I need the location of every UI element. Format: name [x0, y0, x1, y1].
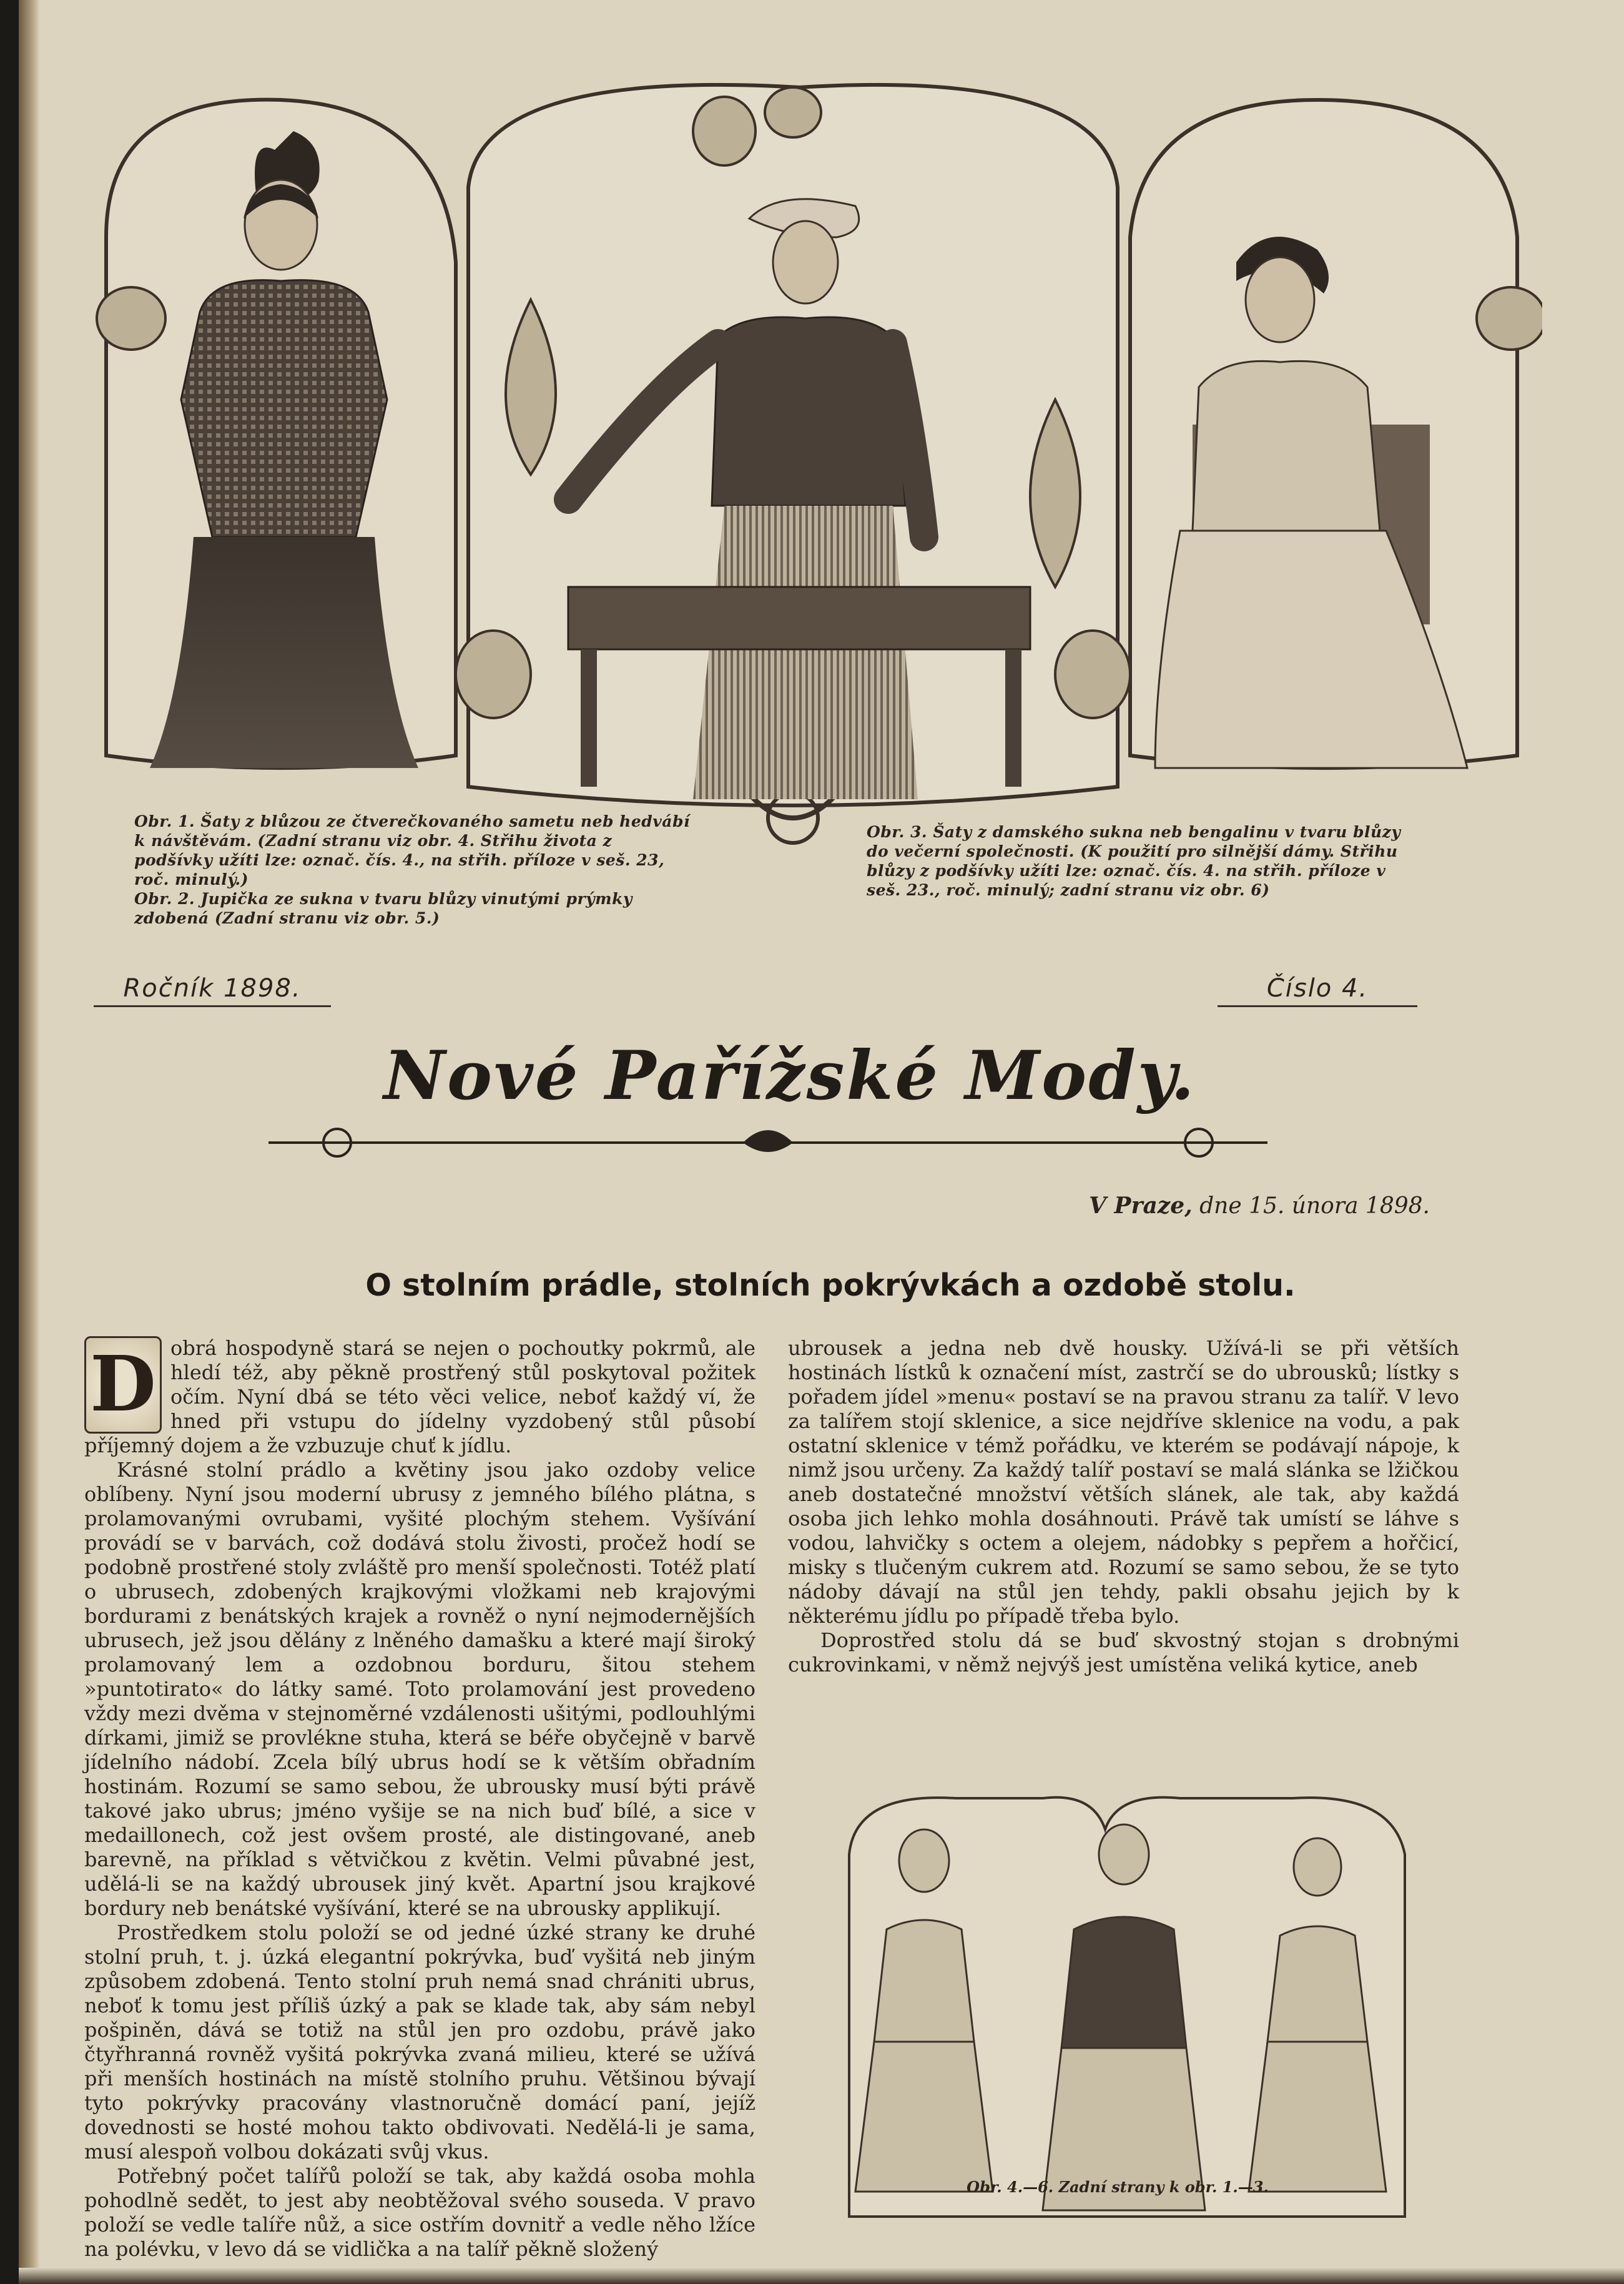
- volume-year: Ročník 1898.: [94, 974, 331, 1007]
- masthead-flourish: [268, 1118, 1267, 1161]
- date-place: V Praze,: [1088, 1193, 1193, 1219]
- masthead-title: Nové Pařížské Mody.: [383, 1036, 1196, 1115]
- paragraph: Prostředkem stolu položí se od jedné úzké strany ke druhé stolní pruh, t. j. úzká elegantní pokrývka, buď vyšitá neb jiným způsobem zdobená. Tento stolní pruh nemá snad chrániti ubrus, neboť k tomu jest příliš úzký a pak se klade tak, aby sám nebyl pošpiněn, dává se totiž na stůl jen pro ozdobu, právě jako čtyřhranná rovněž vyšitá pokrývka zvaná milieu, které se užívá při menších hostinách na místě stolního pruhu. Většinou bývají tyto pokrývky pracovány vlastnoručně domácí paní, jejíž dovednosti se hosté mohou takto obdivovati. Nedělá-li je sama, musí alespoň volbou dokázati svůj vkus.: [84, 1921, 755, 2163]
- drop-cap: D: [84, 1336, 162, 1434]
- paragraph: ubrousek a jedna neb dvě housky. Užívá-li se při větších hostinách lístků k označení míst, zastrčí se do ubrousků; lístky s pořadem jídel »menu« postaví se na pravou stranu za talíř. V levo za talířem stojí sklenice, a sice nejdříve sklenice na vodu, a pak ostatní sklenice v témž pořádku, ve kterém se podávají nápoje, k nimž jsou určeny. Za každý talíř postaví se malá slánka se lžičkou aneb dostatečné množství větších slánek, ale tak, aby každá osoba jich lehko mohla dosáhnouti. Právě tak umístí se láhve s vodou, lahvičky s octem a olejem, nádobky s pepřem a hořčicí, misky s tlučeným cukrem atd. Rozumí se samo sebou, že se tyto nádoby dávají na stůl jen tehdy, pakli obsahu jejich by k některému jídlu po případě třeba bylo.: [788, 1336, 1459, 1628]
- fashion-plate-illustration: [94, 75, 1542, 868]
- caption-figures-4-6: Obr. 4.—6. Zadní strany k obr. 1.—3.: [967, 2178, 1269, 2196]
- magazine-page: [19, 0, 1624, 2284]
- date-text: dne 15. února 1898.: [1192, 1193, 1430, 1219]
- paragraph: Doprostřed stolu dá se buď skvostný stojan s drobnými cukrovinkami, v němž nejvýš jest umístěna veliká kytice, aneb: [788, 1628, 1459, 1676]
- caption-figures-1-2: [134, 812, 696, 928]
- caption-figure-3: Obr. 3. Šaty z damského sukna neb bengalinu v tvaru blůzy do večerní společnosti. (K použití pro silnější dámy. Střihu blůzy z podšívky užíti lze: označ. čís. 4. na střih. příloze v seš. 23., roč. minulý; zadní stranu viz obr. 6): [867, 823, 1401, 899]
- back-views-illustration: [830, 1779, 1424, 2235]
- article-column-right: [788, 1336, 1459, 1677]
- paragraph: [84, 1336, 755, 1458]
- paragraph: Potřebný počet talířů položí se tak, aby každá osoba mohla pohodlně sedět, to jest aby neobtěžoval svého souseda. V pravo položí se vedle talíře nůž, a sice ostřím dovnitř a vedle něho lžíce na polévku, v levo dá se vidlička a na talíř pěkně složený: [84, 2164, 755, 2261]
- date-line: [1080, 1193, 1430, 1219]
- paragraph-text: obrá hospodyně stará se nejen o pochoutky pokrmů, ale hledí též, aby pěkně prostřený stůl poskytoval požitek očím. Nyní dbá se této věci velice, neboť každý ví, že hned při vstupu do jídelny vyzdobený stůl působí příjemný dojem a že vzbuzuje chuť k jídlu.: [84, 1336, 755, 1457]
- caption-figure-2: Obr. 2. Jupička ze sukna v tvaru blůzy vinutými prýmky zdobená (Zadní stranu viz obr. 5.): [134, 890, 632, 927]
- article-column-left: [84, 1336, 755, 2262]
- issue-number: Číslo 4.: [1218, 974, 1417, 1007]
- caption-figure-1: Obr. 1. Šaty z blůzou ze čtverečkovaného sametu neb hedvábí k návštěvám. (Zadní stranu viz obr. 4. Střihu života z podšívky užíti lze: označ. čís. 4., na střih. příloze v seš. 23, roč. minulý.): [134, 812, 690, 888]
- article-title: O stolním prádle, stolních pokrývkách a ozdobě stolu.: [365, 1268, 1296, 1303]
- ornamental-frame: [94, 75, 1542, 868]
- paragraph: Krásné stolní prádlo a květiny jsou jako ozdoby velice oblíbeny. Nyní jsou moderní ubrusy z jemného bílého plátna, s prolamovanými ovrubami, vyšité plochým stehem. Vyšívání provádí se v barvách, což dodává stolu živosti, pročež hodí se podobně prostřené stoly zvláště pro menší společnosti. Totéž platí o ubrusech, zdobených krajkovými vložkami neb krajovými bordurami z benátských krajek a rovněž o nyní nejmodernějších ubrusech, jež jsou dělány z lněného damašku a které mají široký prolamovaný lem a ozdobnou borduru, šitou stehem »puntotirato« do látky samé. Toto prolamování jest provedeno vždy mezi dvěma v stejnoměrné vzdálenosti ušitými, podlouhlými dírkami, jimiž se provlékne stuha, která se béře obyčejně v barvě jídelního nádobí. Zcela bílý ubrus hodí se k větším obřadním hostinám. Rozumí se samo sebou, že ubrousky musí býti právě takové jako ubrus; jméno vyšije se na nich buď bílé, a sice v medaillonech, což jest ovšem prosté, ale distingované, aneb barevně, na příklad s větvičkou z květin. Velmi půvabné jest, udělá-li se na každý ubrousek jiný květ. Apartní jsou krajkové bordury neb benátské vyšívání, které se na ubrousky applikují.: [84, 1458, 755, 1920]
